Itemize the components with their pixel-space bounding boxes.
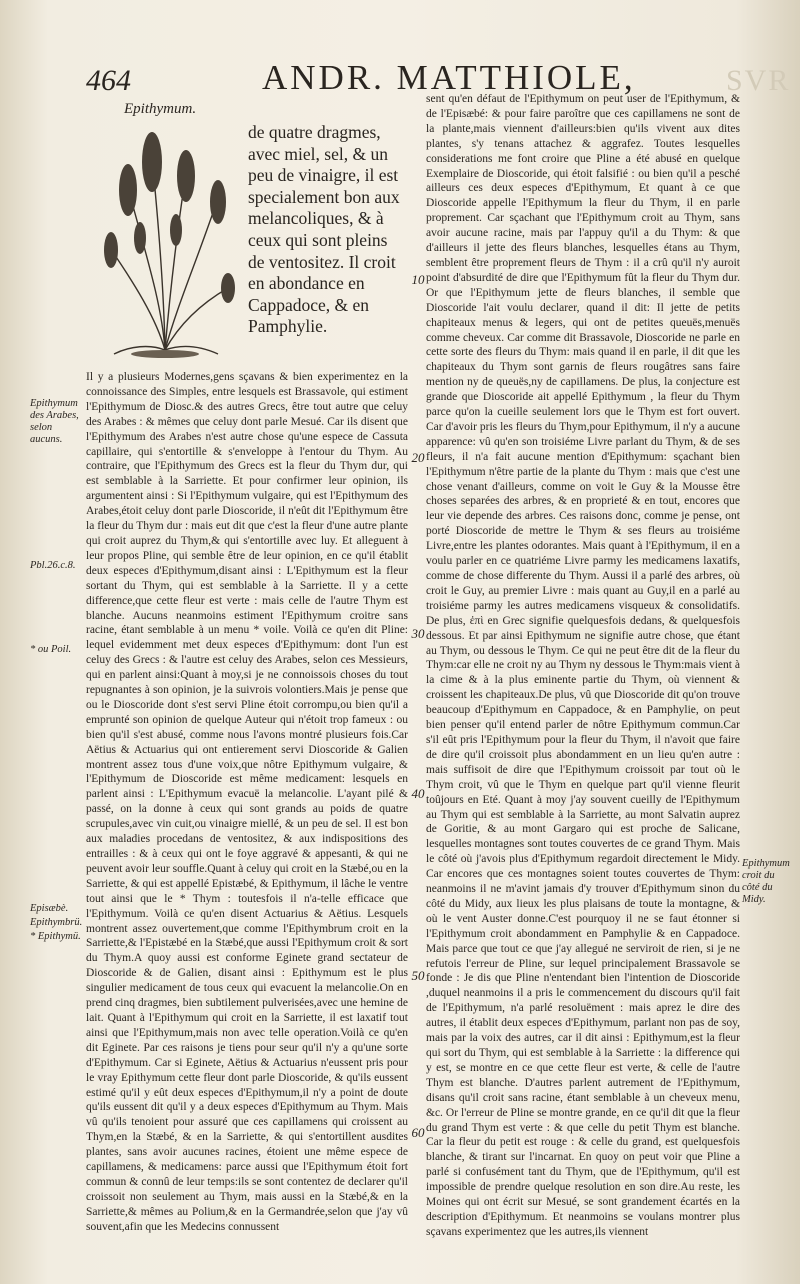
running-title: ANDR. MATTHIOLE, xyxy=(262,58,636,97)
line-number-30: 30 xyxy=(411,626,425,641)
margin-note-epithymbrum: Epithymbrü. xyxy=(30,917,83,928)
margin-note-epithymum: * Epithymü. xyxy=(30,931,81,942)
section-title: Epithymum. xyxy=(124,101,197,117)
show-through-text: SVR xyxy=(726,64,791,97)
margin-note-pline-ref: Pbl.26.c.8. xyxy=(30,560,76,571)
margin-note-arabes: Epithymum des Arabes, selon aucuns. xyxy=(30,398,79,445)
page-number: 464 xyxy=(86,64,131,97)
margin-note-epistaebe: Episæbè. xyxy=(30,903,69,914)
line-number-50: 50 xyxy=(411,968,425,983)
line-number-10: 10 xyxy=(411,272,425,287)
plant-woodcut-icon xyxy=(90,118,240,358)
line-number-40: 40 xyxy=(411,786,425,801)
section-intro: de quatre dragmes, avec miel, sel, & un peu de vinaigre, il est specialement bon aux melancoliques, & à ceux qui sont pleins de ventositez. Il croit en abondance en Cappadoce, & en Pamphylie. xyxy=(248,122,400,337)
margin-note-midy: Epithymum croit du côté du Midy. xyxy=(742,858,790,905)
margin-note-poil: * ou Poil. xyxy=(30,644,72,655)
line-number-60: 60 xyxy=(411,1125,425,1140)
body-column-left: Il y a plusieurs Modernes,gens sçavans & bien experimentez en la connoissance des Simples, entre lesquels est Brassavole, qui estiment l'Epithymum de Diosc.& des autres Grecs, être tout autre que celuy des Arabes : & mêmes que celuy dont parle Mesué. Car ils disent que l'Epithymum des Arabes n'est autre chose qu'une espece de Cassuta capillaire, qui s'entortille & s'enveloppe à l'entour du Thym. Au contraire, que l'Epithymum des Grecs est la fleur du Thym dur, qui est semblable à la Sarriette. Et pour confirmer leur opinion, ils argumentent ainsi : Si l'Epithymum vulgaire, qui est l'Epithymum des Arabes,étoit celuy dont parle Dioscoride, il n'eût dit l'Epithymum être la fleur du Thym dur : mais eut dit que c'est la fleur d'une autre plante qui croit auprez du Thym,& qui s'entortille avec luy. Et alleguent à leur propos Pline, qui semble être de leur opinion, en ce qu'il établit deux especes d'Epithymum,disant ainsi : L'Epithymum est la fleur sortant du Thym, qui est semblable à la Sarriette. Il y a cette difference,que cette fleur est verte : mais celle de l'autre Thym est blanche. Aucuns neanmoins estiment l'Epithymum croitre sans racine, étant semblable à un menu * voile. Voilà ce qu'en dit Pline: lequel evidemment met deux especes d'Epithymum: dont l'un est celuy des Grecs : & l'autre est celuy des Arabes, selon ces Messieurs, qui en parlent ainsi:Quant à moy,si je ne connoissois choses du tout repugnantes à son opinion, je la suivrois volontiers.Mais je pense que ou le Dioscoride dont s'est servi Pline étoit corrompu,ou bien qu'il a emprunté son opinion de quelque Auteur qui n'étoit trop fameux : ou bien qu'il s'est abusé, comme nous l'avons montré plusieurs fois.Car Aëtius & Actuarius qui ont entierement servi Dioscoride & Galien montrent assez tous d'une voix,que nôtre Epithymum vulgaire, & l'Epithymum de Dioscoride est même medicament: lesquels en parlent ainsi : L'Epithymum evacuë la melancolie. L'ayant pilé & passé, on la donne à ceux qui sont grands au poids de quatre scrupules,avec vin cuit,ou vinaigre miellé, & un peu de sel. Il est bon aux maladies procedans de ventositez, & aux indispositions des entrailles : & à ceux qui ont le foye aggravé & appesanti, & qui ne peuvent avoir leur souffle.Quant à celuy qui croit en la Stæbé,ou en la Sarriette, & qui est appellé Epistæbé, & Epithymum, il lâche le ventre tout ainsi que le * Thym : toutesfois il n'a-telle efficace que l'Epithymum. Voilà ce qu'en disent Actuarius & Aëtius. Lesquels montrent assez ouvertement,que comme l'Epithymbrum croit en la Sarriette,& l'Epistæbé en la Stæbé,que aussi l'Epithymum croit & sort du Thym.A quoy aussi est conforme Eginete grand sectateur de Dioscoride & de Galien, disant ainsi : Epithymum est le plus singulier medicament de tous ceux qui evacuent la melancolie.On en prend cinq dragmes, bien subtilement pulverisées,avec une hemine de lait. Quant à l'Epithymum qui croit en la Sarriette, il est laxatif tout ainsi que l'Epithymum,mais non avec telle operation.Voilà ce qu'en dit Eginete. Par ces raisons je tiens pour seur qu'il n'y a qu'une sorte d'Epithymum. Car si Eginete, Aëtius & Actuarius n'eussent pris pour le vray Epithymum cette fleur dont parle Dioscoride, & qu'ils eussent estimé qu'il y eût deux especes d'Epithymum,il n'y a point de doute qu'ils eussent dit qu'il y a deux especes d'Epithymum au Thym. Mais vû qu'ils tenoient pour assuré que ces capillamens qui croissent au Thym,en la Stæbé, & en la Sarriette, & qui s'entortillent ausdites plantes, sans avoir aucunes racines, étoient une même espece de capillamens, & medicamens: parce aussi que l'Epithymum étoit fort commun & connû de leur temps:ils se sont contentez de declarer qu'il croissoit non seulement au Thym, mais aussi en la Stæbé,& en la Sarriette,& mêmes au Polium,& en la Germandrée,selon que j'ay vû souvent,afin que les Medecins connussent xyxy=(86,371,408,1233)
body-column-right: sent qu'en défaut de l'Epithymum on peut user de l'Epithymum, & de l'Episæbé: & pour faire paroître que ces capillamens ne sont de la plante,mais viennent d'ailleurs:bien qu'ils vivent aux dites plantes, s'y tenans attachez & aggrafez. Toutes lesquelles considerations me font croire que Pline a été abusé en quelque Exemplaire de Dioscoride, qui étoit falsifié : ou bien qu'il a pesché ailleurs ces deux especes d'Epithymum, Et quant à ce que Dioscoride appelle l'Epithymum la fleur du Thym, il en parle proprement. Car sçachant que l'Epithymum croit au Thym, sans avoir aucune racine, mais par l'appuy qu'il a du Thym: & que d'ailleurs il jette des fleurs blanches, lesquelles étans au Thym, semblent être proprement fleurs de Thym : il a crû qu'il n'y auroit point d'absurdité de dire que l'Epithymum fût la fleur du Thym dur. Or que l'Epithymum jette de fleurs blanches, il semble que Dioscoride l'ait voulu declarer, quand il dit: Il jette de petits chapiteaux menus & legers, qui ont de petites queuës,menuës comme cheveux. Car comme dit Brassavole, Dioscoride ne parle en cette sorte des fleurs du Thym: mais quand il en parle, il dit que les chapiteaux du Thym sont garnis de fleurs rougâtres sans faire mention ny de queuës,ny de capillamens. De plus, la conjecture est grande que Dioscoride ait appellé Epithymum , la fleur du Thym parce qu'on la cueille seulement lors que le Thym est fort ouvert. Car d'avoir pris les fleurs du Thym,pour Epithymum, il n'y a aucune apparence: vû qu'en son troisiéme Livre parlant du Thym, & de ses fleurs, il n'a fait aucune mention d'Epithymum: sçachant bien l'Epithymum n'être partie de la plante du Thym : mais que c'est une chose venant d'ailleurs, comme on voit le Guy & la Mousse être choses separées des arbres, & en proprieté & en tout, encores que leur vie depende des arbres. Ces raisons donc, comme je pense, ont porté Dioscoride de mettre le Thym & ses fleurs au troisiéme Livre,entre les plantes odorantes. Mais quant à l'Epithymum, il en a voulu parler en ce quatriéme Livre parmy les medicamens laxatifs, comme de chose differente du Thym. Aussi il a parlé des arbres, où croit le Guy, au premier Livre : mais quant au Guy,il en a parlé au troisiéme parmy les autres medicamens visqueux & consolidatifs. De plus, ἐπὶ en Grec signifie quelquesfois dedans, & quelquesfois dessous. Et par ainsi Epithymum ne signifie autre chose, que étant au Thym, ou dessous le Thym. Ce qui ne peut être dit de la fleur du Thym:car elle ne croit ny au Thym ny dessous le Thym:mais vient à la cime & à la plus eminente partie du Thym, où viennent & croissent les chapiteaux.De plus, vû que Dioscoride dit qu'on trouve beaucoup d'Epithymum en Cappadoce, & en Pamphylie, on peut bien penser qu'il entend parler de nôtre Epithymum commun.Car s'il eût pris l'Epithymum pour la fleur du Thym, il n'avoit que faire de dire qu'il croissoit plus abondamment en un lieu qu'en autre : mais suffisoit de dire que l'Epithymum croissoit par tout où le Thym croit, vû que le Thym en quelque part qu'il vienne fleurit toûjours en Eté. Quant à moy j'ay souvent cueilly de l'Epithymum au Thym qui est semblable à la Sarriette, au mont Salvatin auprez de Goritie, & au mont Gargaro qui est proche de Salicane, lesquelles montagnes sont toutes couvertes de ce grand Thym. Mais le côté où j'avois plus d'Epithymum regardoit directement le Midy. Car encores que ces montagnes soient toutes couvertes de Thym: neanmoins il ne m'avint jamais d'y trouver d'Epithymum sinon du côté du Midy, aux lieux les plus plaisans de toute la montagne, & où le vent Auster donne.C'est pourquoy il ne se faut étonner si l'Epithymum croit abondamment en Pamphylie & en Cappadoce. Mais parce que tout ce que j'ay allegué ne serviroit de rien, si je ne refutois l'erreur de Pline, sur lequel principalement Brassavole se fonde : Je dis que Pline n'entendant bien l'intention de Dioscoride ,duquel neanmoins il a pris le commencement du discours qu'il fait de l'Epithymum, n'a parlé resoluëment : mais aprez le dire des autres, il établit deux especes d'Epithymum, parlant non pas de soy, mais par la voix des autres, car il dit ainsi : Epithymum,est la fleur qui sort du Thym, qui est semblable à la Sarriette : la difference qui y est, se montre en ce que cette fleur est verte, & celle de l'autre Thym est blanche. D'autres parlent autrement de l'Epithymum, disans qu'il croit sans racine, étant semblable à un cheveux menu, &c. Or l'erreur de Pline se montre grande, en ce qu'il dit que la fleur du grand Thym est verte : & que celle du petit Thym est blanche. Car la fleur du petit est rouge : & celle du grand, est quelquesfois blanche, & tirant sur l'incarnat. En quoy on peut voir que Pline a parlé si confusément tant du Thym, que de l'Epithymum, qu'il est impossible de prendre quelque resolution en son dire.Au reste, les Moines qui ont écrit sur Mesué, se sont grandement écartés en la description d'Epithymum. Et neanmoins se voulans montrer plus sçavans experimentez que les autres,ils viennent xyxy=(426,93,740,1238)
line-number-20: 20 xyxy=(411,450,425,465)
